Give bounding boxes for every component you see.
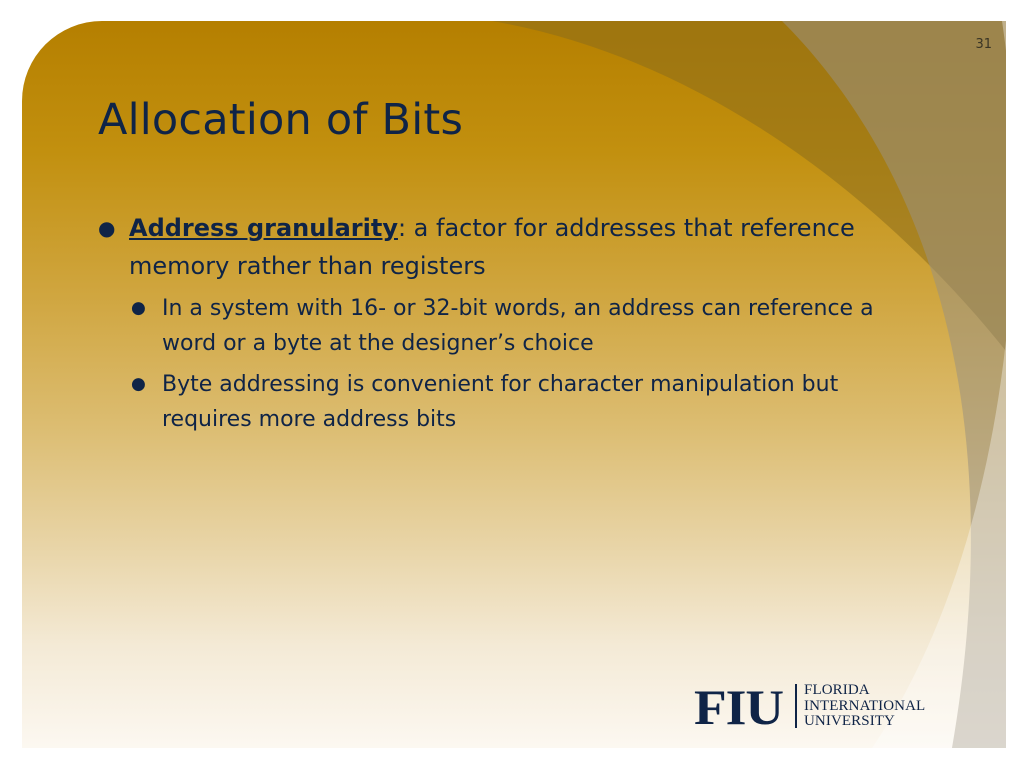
logo-wordmark: [804, 683, 925, 730]
logo-line-international: INTERNATIONAL: [804, 697, 926, 714]
fiu-logo: [694, 679, 954, 735]
sub-bullet-dot-icon: ●: [131, 298, 146, 318]
sub-bullet-dot-icon: ●: [131, 374, 146, 394]
bullet-dot-icon: ●: [98, 216, 116, 240]
sub-bullet-word-or-byte: [98, 291, 908, 361]
fiu-logo-mark: FIU: [694, 679, 783, 735]
sub-bullet-text: Byte addressing is convenient for character manipulation but requires more address bits: [162, 372, 839, 432]
sub-bullet-list: [98, 291, 908, 437]
sub-bullet-byte-addressing: [98, 367, 908, 437]
logo-line-university: UNIVERSITY: [804, 713, 895, 729]
slide-content: [98, 209, 908, 443]
sub-bullet-text: In a system with 16- or 32-bit words, an address can reference a word or a byte at the designer’s choice: [162, 296, 874, 356]
bullet-address-granularity: [98, 209, 908, 285]
slide: [22, 21, 1006, 748]
logo-line-florida: FLORIDA: [804, 682, 870, 698]
bullet-text: : a factor for addresses that reference memory rather than registers: [129, 214, 855, 280]
logo-divider: [795, 684, 797, 728]
bullet-term: Address granularity: [129, 214, 398, 242]
slide-title: Allocation of Bits: [98, 95, 464, 145]
page-number: 31: [975, 37, 992, 52]
